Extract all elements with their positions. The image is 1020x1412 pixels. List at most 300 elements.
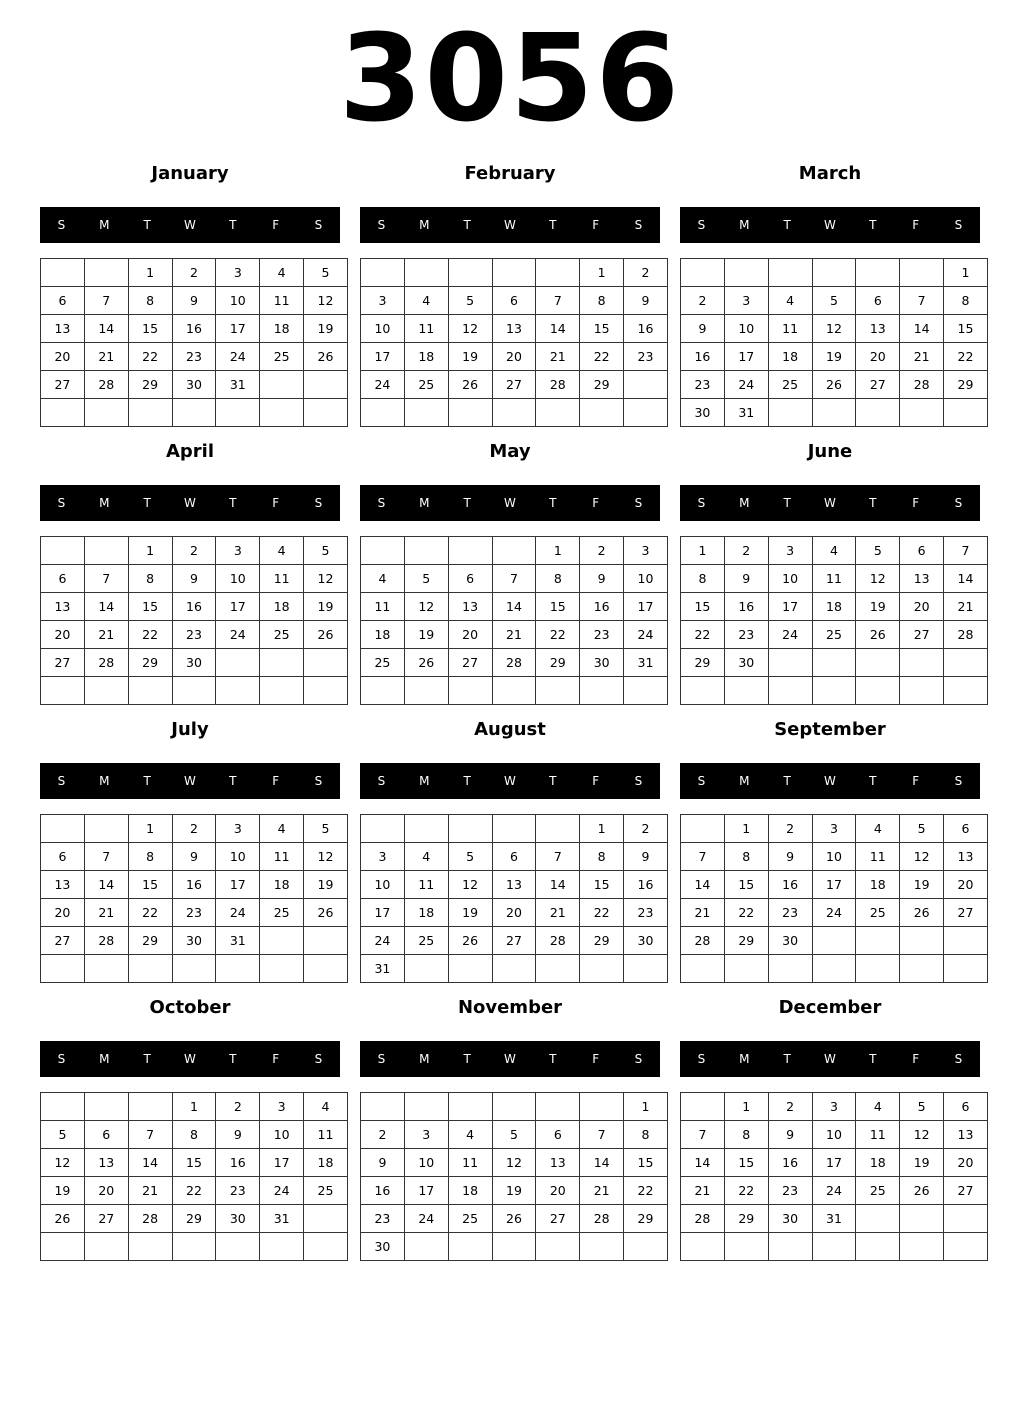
weekday-label: S bbox=[314, 774, 323, 788]
weekday-label: F bbox=[912, 218, 920, 232]
day-cell bbox=[492, 537, 536, 565]
day-grid bbox=[40, 536, 348, 705]
day-cell: 30 bbox=[580, 649, 624, 677]
day-cell: 1 bbox=[724, 1093, 768, 1121]
day-cell: 25 bbox=[260, 343, 304, 371]
day-cell: 2 bbox=[361, 1121, 405, 1149]
day-cell bbox=[260, 399, 304, 427]
day-cell bbox=[361, 815, 405, 843]
weekday-label: F bbox=[272, 774, 280, 788]
day-cell: 28 bbox=[580, 1205, 624, 1233]
day-cell: 14 bbox=[681, 1149, 725, 1177]
week-row bbox=[41, 287, 348, 315]
day-cell: 31 bbox=[624, 649, 668, 677]
day-cell bbox=[724, 677, 768, 705]
day-cell: 6 bbox=[492, 287, 536, 315]
day-cell: 3 bbox=[768, 537, 812, 565]
day-cell: 24 bbox=[812, 1177, 856, 1205]
day-cell: 20 bbox=[41, 899, 85, 927]
day-cell bbox=[681, 955, 725, 983]
day-cell bbox=[536, 1233, 580, 1261]
day-cell: 10 bbox=[216, 287, 260, 315]
day-cell: 25 bbox=[304, 1177, 348, 1205]
weekday-label: S bbox=[954, 1052, 963, 1066]
day-cell: 2 bbox=[724, 537, 768, 565]
day-cell: 17 bbox=[768, 593, 812, 621]
weekday-label: F bbox=[592, 1052, 600, 1066]
week-row bbox=[361, 259, 668, 287]
day-cell bbox=[260, 1233, 304, 1261]
day-cell: 11 bbox=[448, 1149, 492, 1177]
day-grid bbox=[680, 814, 988, 983]
day-cell bbox=[492, 259, 536, 287]
week-row bbox=[361, 1093, 668, 1121]
day-cell: 1 bbox=[580, 259, 624, 287]
day-cell: 19 bbox=[304, 871, 348, 899]
day-cell: 6 bbox=[944, 815, 988, 843]
day-grid bbox=[360, 1092, 668, 1261]
day-cell: 11 bbox=[404, 871, 448, 899]
day-cell bbox=[536, 399, 580, 427]
day-cell: 5 bbox=[304, 537, 348, 565]
weekday-label: S bbox=[697, 774, 706, 788]
day-cell bbox=[260, 927, 304, 955]
day-cell: 25 bbox=[260, 899, 304, 927]
day-cell: 14 bbox=[900, 315, 944, 343]
day-cell bbox=[580, 399, 624, 427]
day-cell: 15 bbox=[724, 1149, 768, 1177]
day-cell: 28 bbox=[681, 1205, 725, 1233]
week-row bbox=[361, 1233, 668, 1261]
weekday-label: T bbox=[463, 218, 471, 232]
day-cell: 22 bbox=[128, 621, 172, 649]
weekday-header bbox=[360, 763, 660, 799]
day-cell bbox=[492, 1233, 536, 1261]
week-row bbox=[681, 371, 988, 399]
day-cell: 15 bbox=[944, 315, 988, 343]
day-cell: 24 bbox=[260, 1177, 304, 1205]
weekday-label: T bbox=[549, 1052, 557, 1066]
day-cell: 10 bbox=[724, 315, 768, 343]
day-cell: 29 bbox=[944, 371, 988, 399]
day-cell bbox=[768, 955, 812, 983]
day-cell: 21 bbox=[536, 343, 580, 371]
day-cell: 2 bbox=[172, 537, 216, 565]
day-cell: 19 bbox=[856, 593, 900, 621]
weekday-label: T bbox=[229, 774, 237, 788]
day-cell: 2 bbox=[624, 815, 668, 843]
day-cell: 5 bbox=[492, 1121, 536, 1149]
day-cell: 23 bbox=[580, 621, 624, 649]
year-title: 3056 bbox=[339, 10, 681, 149]
day-cell: 4 bbox=[304, 1093, 348, 1121]
weekday-label: S bbox=[377, 496, 386, 510]
day-cell: 14 bbox=[536, 315, 580, 343]
day-cell: 3 bbox=[361, 287, 405, 315]
day-cell: 10 bbox=[768, 565, 812, 593]
day-cell: 9 bbox=[172, 843, 216, 871]
weekday-label: W bbox=[824, 774, 836, 788]
day-cell: 18 bbox=[856, 871, 900, 899]
day-cell: 5 bbox=[41, 1121, 85, 1149]
day-cell: 18 bbox=[448, 1177, 492, 1205]
weekday-label: S bbox=[634, 1052, 643, 1066]
weekday-label: T bbox=[229, 496, 237, 510]
day-cell bbox=[492, 399, 536, 427]
day-cell: 6 bbox=[944, 1093, 988, 1121]
week-row bbox=[361, 1149, 668, 1177]
day-cell bbox=[856, 677, 900, 705]
day-cell bbox=[448, 1233, 492, 1261]
day-cell: 30 bbox=[172, 371, 216, 399]
day-cell: 18 bbox=[404, 343, 448, 371]
month-name: July bbox=[171, 719, 209, 740]
day-cell: 19 bbox=[448, 343, 492, 371]
day-cell bbox=[900, 259, 944, 287]
weekday-label: S bbox=[57, 496, 66, 510]
day-cell: 7 bbox=[944, 537, 988, 565]
day-cell: 18 bbox=[404, 899, 448, 927]
day-cell: 2 bbox=[172, 259, 216, 287]
weekday-label: W bbox=[504, 218, 516, 232]
week-row bbox=[361, 899, 668, 927]
day-cell bbox=[448, 1093, 492, 1121]
day-cell bbox=[536, 815, 580, 843]
day-cell: 21 bbox=[900, 343, 944, 371]
day-cell: 12 bbox=[304, 565, 348, 593]
week-row bbox=[41, 259, 348, 287]
weekday-label: W bbox=[184, 218, 196, 232]
day-cell: 10 bbox=[361, 315, 405, 343]
day-cell bbox=[448, 955, 492, 983]
day-cell: 24 bbox=[216, 343, 260, 371]
day-cell bbox=[944, 677, 988, 705]
day-cell: 26 bbox=[304, 343, 348, 371]
week-row bbox=[41, 315, 348, 343]
day-cell: 22 bbox=[624, 1177, 668, 1205]
day-cell bbox=[41, 677, 85, 705]
day-cell: 30 bbox=[624, 927, 668, 955]
day-cell bbox=[448, 815, 492, 843]
week-row bbox=[681, 593, 988, 621]
day-cell: 9 bbox=[681, 315, 725, 343]
day-cell bbox=[768, 649, 812, 677]
day-cell: 23 bbox=[724, 621, 768, 649]
day-cell: 29 bbox=[724, 927, 768, 955]
day-cell bbox=[492, 815, 536, 843]
day-cell bbox=[856, 399, 900, 427]
day-cell bbox=[900, 399, 944, 427]
day-cell: 23 bbox=[172, 899, 216, 927]
day-cell: 17 bbox=[260, 1149, 304, 1177]
day-cell: 16 bbox=[724, 593, 768, 621]
weekday-label: T bbox=[143, 1052, 151, 1066]
day-cell: 26 bbox=[304, 899, 348, 927]
day-cell: 6 bbox=[536, 1121, 580, 1149]
day-cell: 13 bbox=[536, 1149, 580, 1177]
day-cell: 19 bbox=[404, 621, 448, 649]
day-cell bbox=[304, 371, 348, 399]
day-cell bbox=[624, 955, 668, 983]
day-cell bbox=[216, 955, 260, 983]
day-cell: 12 bbox=[900, 843, 944, 871]
week-row bbox=[361, 843, 668, 871]
weekday-label: T bbox=[143, 774, 151, 788]
day-cell: 15 bbox=[624, 1149, 668, 1177]
week-row bbox=[361, 677, 668, 705]
week-row bbox=[361, 537, 668, 565]
weekday-label: T bbox=[549, 496, 557, 510]
day-cell: 8 bbox=[624, 1121, 668, 1149]
day-cell: 11 bbox=[304, 1121, 348, 1149]
day-cell: 22 bbox=[128, 343, 172, 371]
day-cell bbox=[812, 1233, 856, 1261]
day-cell: 24 bbox=[216, 899, 260, 927]
day-cell: 9 bbox=[724, 565, 768, 593]
weekday-label: M bbox=[99, 774, 110, 788]
day-cell: 23 bbox=[172, 343, 216, 371]
day-cell: 7 bbox=[536, 287, 580, 315]
day-cell: 12 bbox=[900, 1121, 944, 1149]
day-cell: 8 bbox=[172, 1121, 216, 1149]
week-row bbox=[41, 593, 348, 621]
week-row bbox=[41, 927, 348, 955]
day-cell: 18 bbox=[856, 1149, 900, 1177]
day-cell: 20 bbox=[41, 621, 85, 649]
day-cell bbox=[84, 955, 128, 983]
weekday-label: T bbox=[143, 496, 151, 510]
day-cell: 18 bbox=[260, 593, 304, 621]
day-cell: 16 bbox=[172, 871, 216, 899]
weekday-header bbox=[680, 207, 980, 243]
day-cell: 24 bbox=[404, 1205, 448, 1233]
day-cell bbox=[448, 537, 492, 565]
weekday-label: M bbox=[99, 218, 110, 232]
day-cell: 4 bbox=[260, 537, 304, 565]
day-cell bbox=[128, 1233, 172, 1261]
day-cell: 7 bbox=[128, 1121, 172, 1149]
month-name: November bbox=[457, 997, 563, 1018]
day-cell: 28 bbox=[84, 649, 128, 677]
day-cell bbox=[361, 1093, 405, 1121]
day-cell: 6 bbox=[84, 1121, 128, 1149]
week-row bbox=[681, 343, 988, 371]
weekday-label: T bbox=[869, 1052, 877, 1066]
week-row bbox=[681, 843, 988, 871]
day-cell bbox=[404, 399, 448, 427]
day-cell bbox=[172, 1233, 216, 1261]
day-cell bbox=[216, 649, 260, 677]
day-cell: 5 bbox=[448, 843, 492, 871]
weekday-header bbox=[40, 1041, 340, 1077]
day-cell: 19 bbox=[900, 1149, 944, 1177]
day-cell bbox=[84, 1233, 128, 1261]
day-cell: 10 bbox=[404, 1149, 448, 1177]
day-cell: 13 bbox=[856, 315, 900, 343]
day-cell: 10 bbox=[216, 843, 260, 871]
day-cell: 3 bbox=[812, 1093, 856, 1121]
weekday-label: T bbox=[549, 774, 557, 788]
day-cell bbox=[768, 1233, 812, 1261]
month-name: December bbox=[778, 997, 882, 1018]
day-cell: 3 bbox=[812, 815, 856, 843]
weekday-label: S bbox=[697, 496, 706, 510]
weekday-label: S bbox=[314, 496, 323, 510]
day-cell: 7 bbox=[84, 565, 128, 593]
weekday-label: S bbox=[634, 218, 643, 232]
day-cell bbox=[304, 1233, 348, 1261]
day-cell: 24 bbox=[768, 621, 812, 649]
day-cell bbox=[724, 259, 768, 287]
day-cell: 5 bbox=[304, 259, 348, 287]
weekday-header bbox=[360, 1041, 660, 1077]
weekday-label: T bbox=[869, 496, 877, 510]
day-cell: 15 bbox=[580, 871, 624, 899]
day-cell: 21 bbox=[944, 593, 988, 621]
day-cell bbox=[41, 815, 85, 843]
day-cell: 2 bbox=[681, 287, 725, 315]
day-cell: 17 bbox=[361, 899, 405, 927]
week-row bbox=[361, 1121, 668, 1149]
week-row bbox=[41, 1093, 348, 1121]
day-cell: 5 bbox=[448, 287, 492, 315]
day-cell: 31 bbox=[216, 371, 260, 399]
day-cell: 24 bbox=[361, 927, 405, 955]
weekday-label: F bbox=[592, 218, 600, 232]
day-cell bbox=[492, 677, 536, 705]
day-cell: 29 bbox=[128, 371, 172, 399]
day-cell: 18 bbox=[304, 1149, 348, 1177]
day-cell: 1 bbox=[128, 537, 172, 565]
day-cell: 22 bbox=[536, 621, 580, 649]
day-cell: 21 bbox=[84, 343, 128, 371]
day-cell: 24 bbox=[724, 371, 768, 399]
day-cell: 5 bbox=[404, 565, 448, 593]
day-cell: 15 bbox=[724, 871, 768, 899]
week-row bbox=[681, 927, 988, 955]
day-cell: 25 bbox=[856, 899, 900, 927]
day-cell bbox=[681, 1093, 725, 1121]
day-cell: 27 bbox=[944, 1177, 988, 1205]
day-cell bbox=[404, 677, 448, 705]
day-cell: 5 bbox=[900, 1093, 944, 1121]
day-cell: 17 bbox=[216, 593, 260, 621]
week-row bbox=[361, 315, 668, 343]
day-cell bbox=[536, 677, 580, 705]
day-cell: 11 bbox=[856, 1121, 900, 1149]
day-cell: 10 bbox=[260, 1121, 304, 1149]
day-cell: 17 bbox=[216, 315, 260, 343]
weekday-label: S bbox=[634, 774, 643, 788]
day-cell: 23 bbox=[768, 1177, 812, 1205]
day-cell: 14 bbox=[84, 871, 128, 899]
week-row bbox=[41, 1233, 348, 1261]
day-cell bbox=[404, 1093, 448, 1121]
day-cell: 28 bbox=[536, 927, 580, 955]
day-cell: 19 bbox=[448, 899, 492, 927]
day-cell: 29 bbox=[128, 927, 172, 955]
weekday-label: W bbox=[504, 1052, 516, 1066]
day-cell: 12 bbox=[404, 593, 448, 621]
day-cell bbox=[41, 1233, 85, 1261]
day-cell: 28 bbox=[681, 927, 725, 955]
day-cell: 4 bbox=[812, 537, 856, 565]
day-cell: 19 bbox=[812, 343, 856, 371]
day-cell bbox=[681, 1233, 725, 1261]
day-cell: 22 bbox=[681, 621, 725, 649]
week-row bbox=[681, 871, 988, 899]
week-row bbox=[681, 815, 988, 843]
day-cell: 12 bbox=[448, 871, 492, 899]
day-cell: 19 bbox=[900, 871, 944, 899]
day-cell: 16 bbox=[624, 315, 668, 343]
day-cell: 9 bbox=[172, 565, 216, 593]
week-row bbox=[681, 621, 988, 649]
day-cell: 9 bbox=[624, 287, 668, 315]
weekday-label: M bbox=[739, 1052, 750, 1066]
weekday-label: W bbox=[184, 1052, 196, 1066]
day-cell: 30 bbox=[681, 399, 725, 427]
weekday-label: T bbox=[783, 1052, 791, 1066]
day-cell bbox=[41, 955, 85, 983]
day-cell bbox=[172, 955, 216, 983]
day-cell: 19 bbox=[304, 315, 348, 343]
weekday-label: W bbox=[504, 496, 516, 510]
week-row bbox=[361, 955, 668, 983]
day-cell: 3 bbox=[624, 537, 668, 565]
week-row bbox=[361, 1205, 668, 1233]
day-cell bbox=[304, 1205, 348, 1233]
month-name: April bbox=[165, 441, 215, 462]
day-cell: 20 bbox=[856, 343, 900, 371]
day-cell: 27 bbox=[84, 1205, 128, 1233]
weekday-label: M bbox=[739, 218, 750, 232]
day-cell: 30 bbox=[768, 1205, 812, 1233]
day-cell: 25 bbox=[361, 649, 405, 677]
day-cell bbox=[624, 399, 668, 427]
week-row bbox=[41, 399, 348, 427]
week-row bbox=[681, 1233, 988, 1261]
day-cell: 3 bbox=[404, 1121, 448, 1149]
day-cell bbox=[260, 371, 304, 399]
day-cell: 4 bbox=[448, 1121, 492, 1149]
day-cell: 21 bbox=[84, 621, 128, 649]
day-cell: 25 bbox=[856, 1177, 900, 1205]
day-cell: 1 bbox=[172, 1093, 216, 1121]
weekday-label: T bbox=[869, 218, 877, 232]
weekday-label: T bbox=[783, 774, 791, 788]
day-cell: 1 bbox=[624, 1093, 668, 1121]
day-cell bbox=[404, 1233, 448, 1261]
day-cell: 20 bbox=[41, 343, 85, 371]
day-cell: 30 bbox=[216, 1205, 260, 1233]
day-cell: 12 bbox=[448, 315, 492, 343]
day-cell: 18 bbox=[812, 593, 856, 621]
week-row bbox=[41, 677, 348, 705]
day-cell: 5 bbox=[900, 815, 944, 843]
weekday-label: M bbox=[419, 496, 430, 510]
day-cell: 8 bbox=[536, 565, 580, 593]
week-row bbox=[681, 259, 988, 287]
month-name: September bbox=[774, 719, 886, 740]
week-row bbox=[681, 287, 988, 315]
weekday-label: F bbox=[912, 774, 920, 788]
week-row bbox=[361, 343, 668, 371]
day-cell: 26 bbox=[448, 927, 492, 955]
weekday-header bbox=[680, 763, 980, 799]
day-cell: 26 bbox=[856, 621, 900, 649]
day-cell: 21 bbox=[580, 1177, 624, 1205]
